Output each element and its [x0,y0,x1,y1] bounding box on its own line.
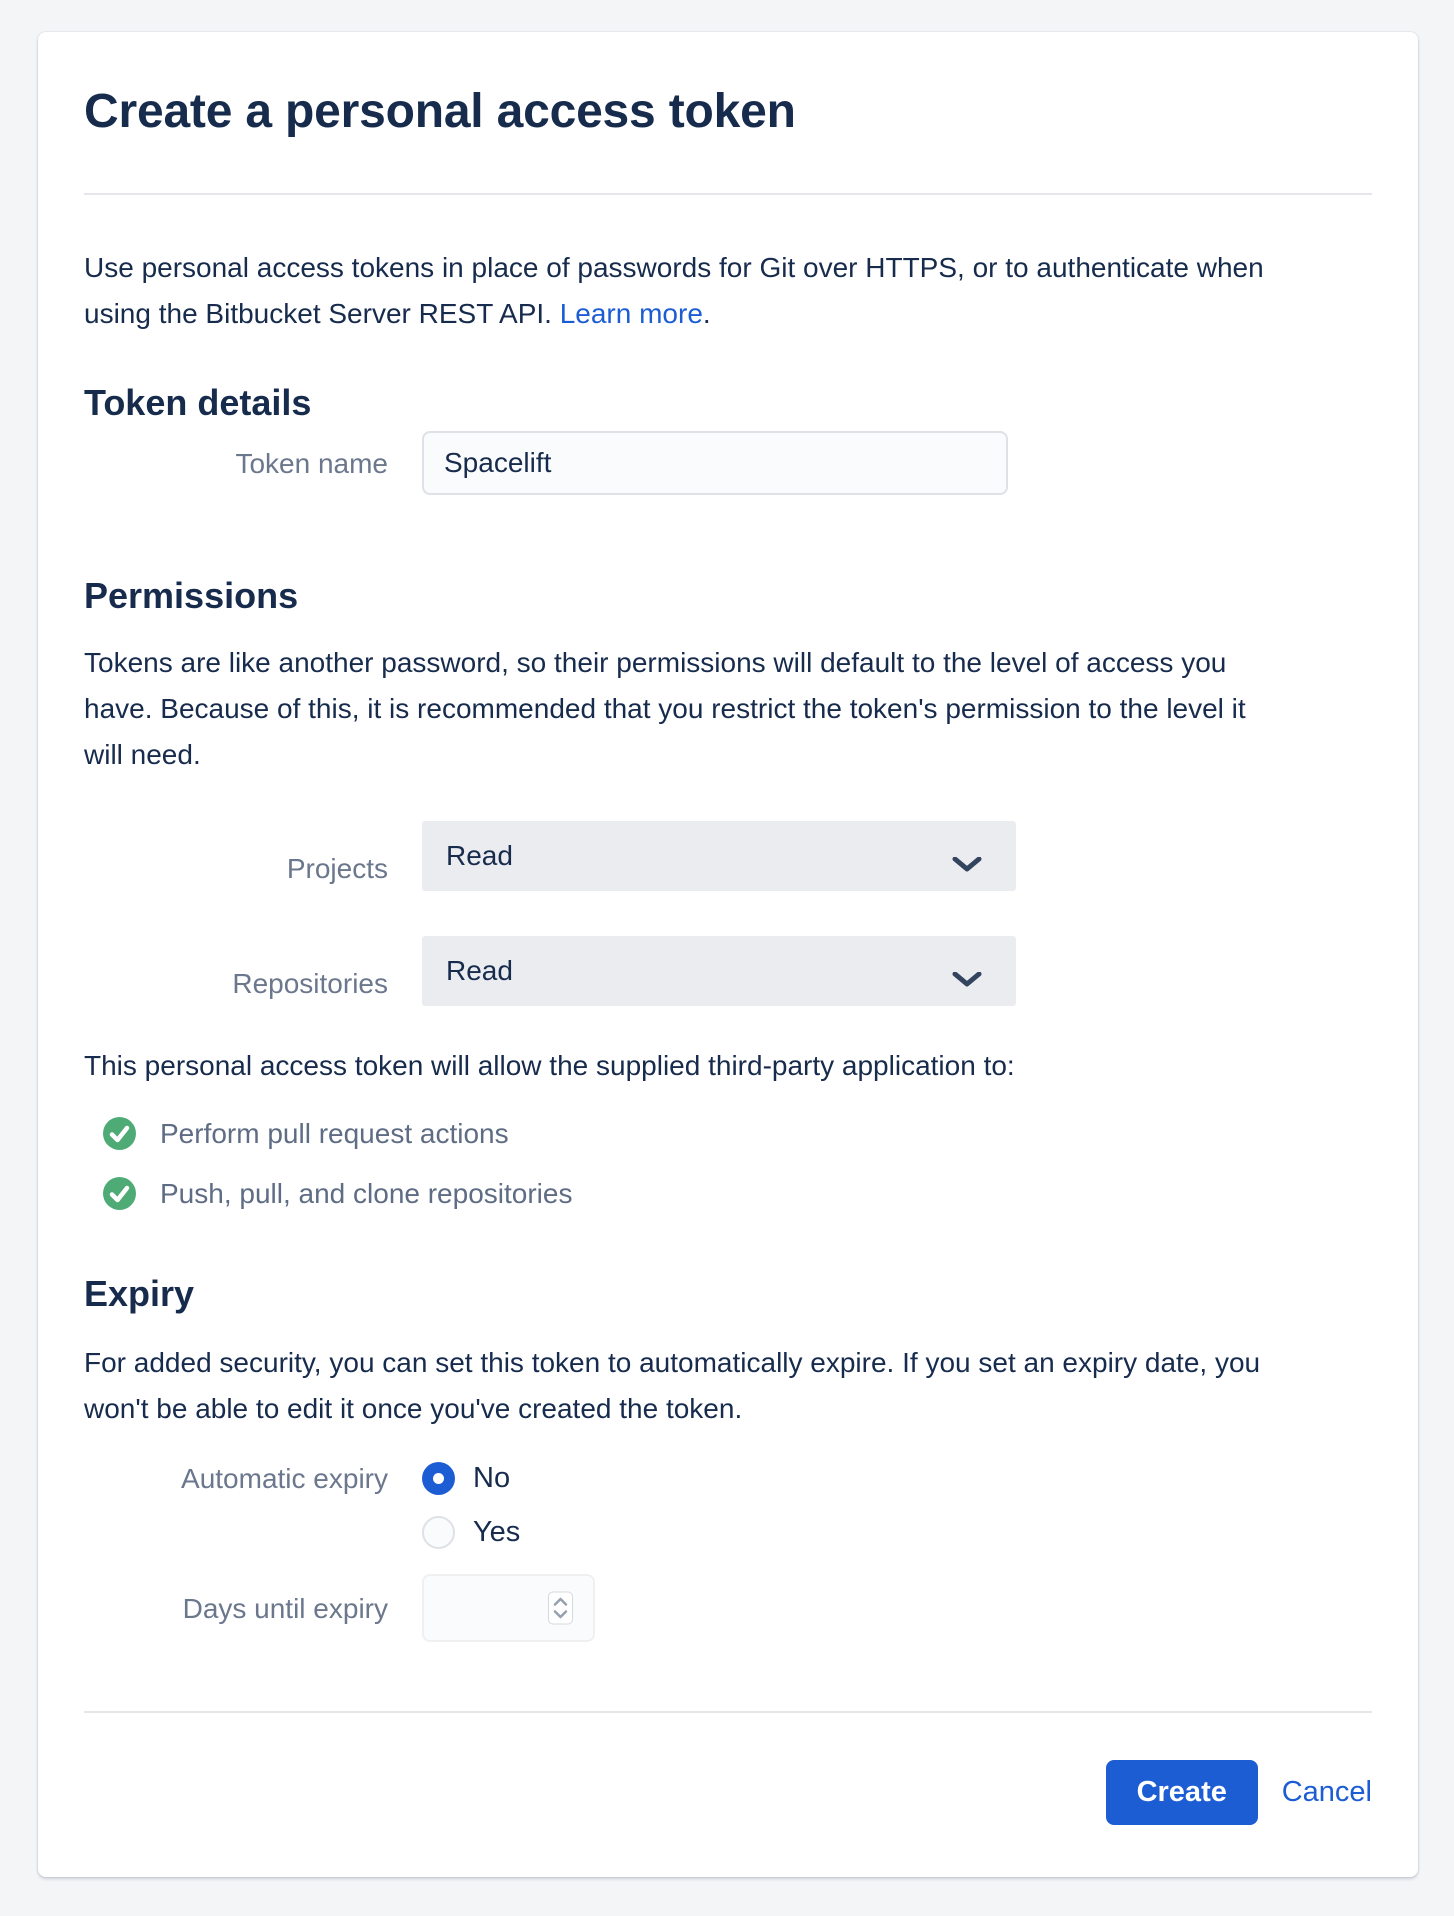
radio-option-yes[interactable] [422,1516,520,1549]
repositories-select-value: Read [446,955,513,986]
token-details-heading: Token details [84,382,312,423]
token-allow-intro: This personal access token will allow the supplied third-party application to: [84,1050,1015,1081]
days-until-expiry-label: Days until expiry [182,1592,388,1624]
radio-selected-icon [422,1462,455,1495]
capability-text: Push, pull, and clone repositories [160,1177,573,1209]
check-circle-icon [103,1177,136,1210]
days-until-expiry-input[interactable] [422,1574,595,1642]
intro-text [84,245,1279,337]
chevron-down-icon [952,963,982,995]
divider [84,1711,1372,1713]
permissions-heading: Permissions [84,575,299,616]
projects-select[interactable] [422,821,1016,891]
radio-option-yes-label: Yes [473,1516,521,1548]
divider [84,193,1372,195]
token-name-input[interactable] [422,431,1008,495]
capability-text: Perform pull request actions [160,1117,509,1149]
form-footer [84,1760,1372,1825]
repositories-select[interactable] [422,936,1016,1006]
days-until-expiry-row [84,1574,1372,1642]
token-name-label: Token name [235,447,388,479]
automatic-expiry-radio-group [422,1462,520,1549]
cancel-link[interactable]: Cancel [1281,1776,1372,1808]
permissions-description: Tokens are like another password, so their permissions will default to the level of access you have. Because of this, it is recommended that you restrict the token's permission to the level it will need. [84,647,1246,770]
radio-option-no-label: No [473,1462,511,1494]
capability-item [103,1117,1372,1150]
token-name-row [84,431,1372,495]
repositories-label: Repositories [232,967,388,999]
chevron-down-icon [952,848,982,880]
projects-label: Projects [286,852,388,884]
radio-option-no[interactable] [422,1462,520,1495]
capability-list [84,1117,1372,1210]
page-title: Create a personal access token [84,85,796,138]
radio-unselected-icon [422,1516,455,1549]
number-stepper-icon[interactable] [548,1592,573,1625]
projects-select-value: Read [446,840,513,871]
automatic-expiry-row [84,1462,1372,1549]
projects-permission-row [84,821,1372,891]
create-button[interactable]: Create [1106,1760,1258,1825]
create-token-card [38,32,1418,1877]
check-circle-icon [103,1117,136,1150]
automatic-expiry-label: Automatic expiry [181,1463,388,1494]
expiry-description: For added security, you can set this token to automatically expire. If you set an expiry date, you won't be able to edit it once you've created the token. [84,1347,1261,1424]
intro-text-main: Use personal access tokens in place of passwords for Git over HTTPS, or to authenticate when using the Bitbucket Server REST API. [84,252,1264,329]
repositories-permission-row [84,936,1372,1006]
expiry-heading: Expiry [84,1273,195,1314]
intro-text-suffix: . [702,298,711,329]
learn-more-link[interactable]: Learn more [559,298,703,329]
capability-item [103,1177,1372,1210]
